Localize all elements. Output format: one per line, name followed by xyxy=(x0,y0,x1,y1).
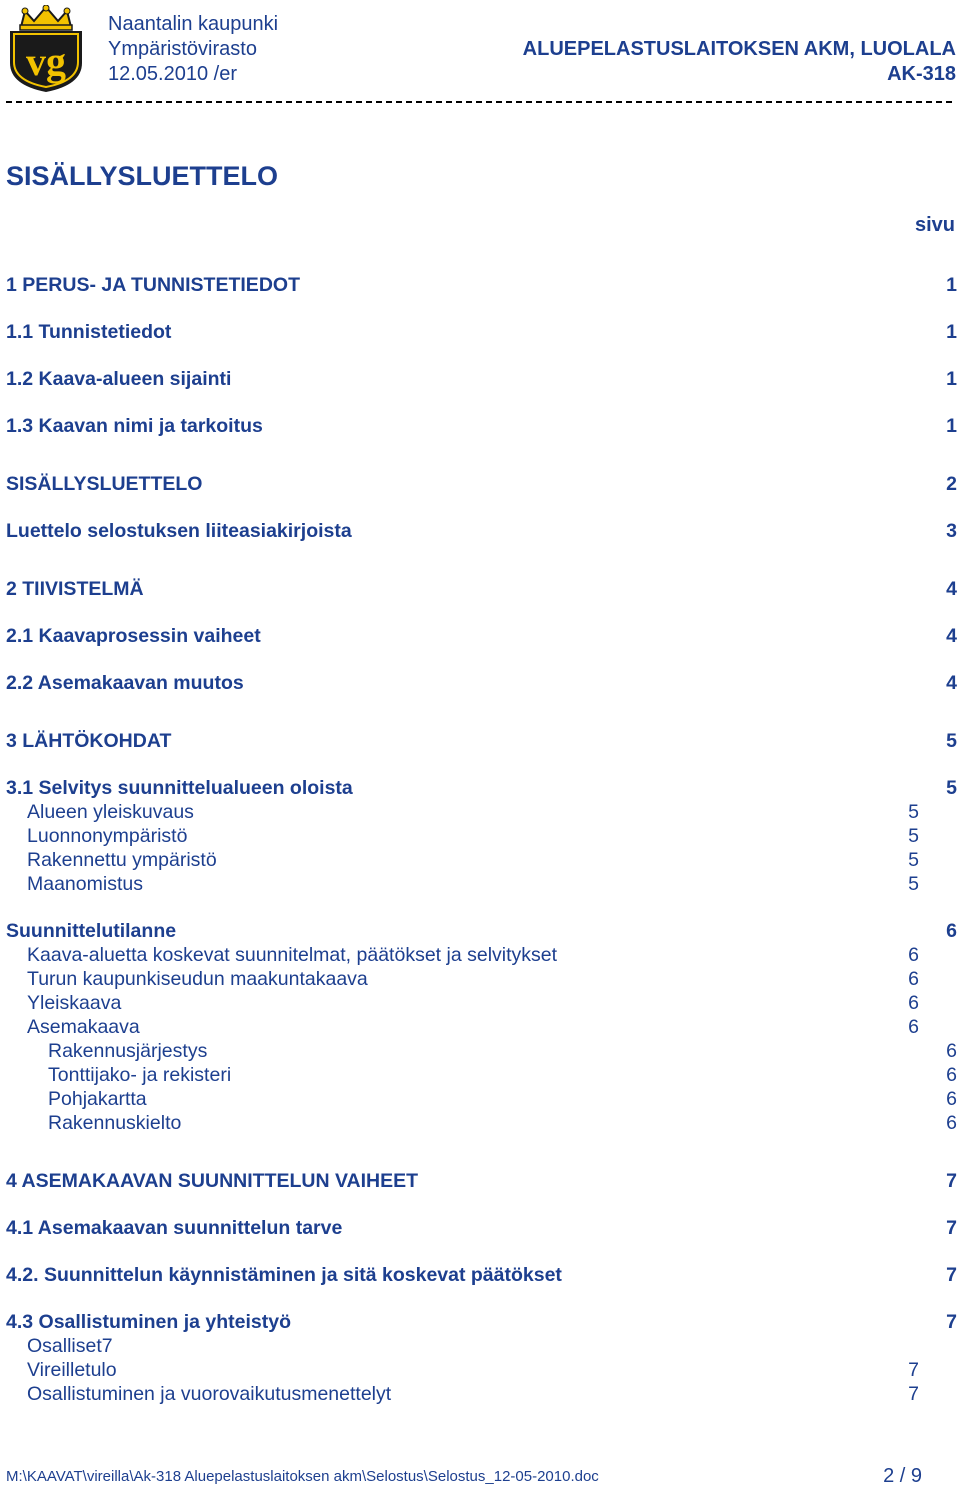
toc-entry[interactable] xyxy=(27,1015,919,1039)
toc-page: 5 xyxy=(946,777,957,799)
toc-entry[interactable] xyxy=(48,1087,957,1111)
toc-entry[interactable] xyxy=(27,967,919,991)
toc-page: 6 xyxy=(908,1016,919,1038)
toc-entry[interactable] xyxy=(48,1063,957,1087)
header-date: 12.05.2010 /er xyxy=(108,63,237,85)
toc-label: 1.2 Kaava-alueen sijainti xyxy=(6,368,232,390)
toc-entry[interactable] xyxy=(27,991,919,1015)
toc-page: 1 xyxy=(946,321,957,343)
toc-entry[interactable] xyxy=(27,943,919,967)
toc-entry[interactable] xyxy=(48,1111,957,1135)
page-title: SISÄLLYSLUETTELO xyxy=(6,161,279,191)
toc-page: 7 xyxy=(946,1311,957,1333)
toc-page: 7 xyxy=(946,1264,957,1286)
toc-page: 6 xyxy=(946,1040,957,1062)
toc-label: Pohjakartta xyxy=(48,1088,147,1110)
toc-page: 4 xyxy=(946,672,957,694)
toc-entry[interactable] xyxy=(6,1169,957,1193)
toc-entry[interactable] xyxy=(6,577,957,601)
toc-page: 6 xyxy=(946,1088,957,1110)
toc-page: 4 xyxy=(946,578,957,600)
page-column-label: sivu xyxy=(914,214,955,236)
toc-label: Tonttijako- ja rekisteri xyxy=(48,1064,232,1086)
toc-entry[interactable] xyxy=(6,1216,957,1240)
toc-label: Turun kaupunkiseudun maakuntakaava xyxy=(27,968,368,990)
toc-page: 2 xyxy=(946,473,957,495)
footer-page-number: 2 / 9 xyxy=(883,1465,922,1487)
toc-page: 5 xyxy=(908,873,919,895)
toc-label: Rakennusjärjestys xyxy=(48,1040,208,1062)
toc-entry[interactable] xyxy=(6,624,957,648)
toc-page: 6 xyxy=(908,992,919,1014)
toc-entry[interactable] xyxy=(6,1310,957,1334)
toc-entry[interactable] xyxy=(27,800,919,824)
logo-text: vg xyxy=(26,39,66,84)
toc-page: 6 xyxy=(908,944,919,966)
toc-entry[interactable] xyxy=(6,414,957,438)
toc-label: Kaava-aluetta koskevat suunnitelmat, päätökset ja selvitykset xyxy=(27,944,558,966)
toc-page: 3 xyxy=(946,520,957,542)
toc-label: 1.1 Tunnistetiedot xyxy=(6,321,172,343)
toc-label: 3.1 Selvitys suunnittelualueen oloista xyxy=(6,777,353,799)
toc-entry[interactable] xyxy=(27,824,919,848)
footer-file-path: M:\KAAVAT\vireilla\Ak-318 Aluepelastuslaitoksen akm\Selostus\Selostus_12-05-2010.doc xyxy=(6,1468,599,1485)
toc-label: 3 LÄHTÖKOHDAT xyxy=(6,730,172,752)
city-crest-logo xyxy=(7,5,85,93)
toc-label: Suunnittelutilanne xyxy=(6,920,177,942)
toc-label: 2.2 Asemakaavan muutos xyxy=(6,672,244,694)
toc-label: Rakennettu ympäristö xyxy=(27,849,217,871)
toc-label: Asemakaava xyxy=(27,1016,140,1038)
toc-label: 1 PERUS- JA TUNNISTETIEDOT xyxy=(6,274,300,296)
toc-label: 4 ASEMAKAAVAN SUUNNITTELUN VAIHEET xyxy=(6,1170,419,1192)
crest-letters-icon xyxy=(7,5,85,93)
toc-entry[interactable] xyxy=(27,1358,919,1382)
toc-page: 6 xyxy=(908,968,919,990)
toc-label: Vireilletulo xyxy=(27,1359,117,1381)
toc-label: Osalliset7 xyxy=(27,1335,113,1357)
toc-label: Luettelo selostuksen liiteasiakirjoista xyxy=(6,520,352,542)
toc-label: 1.3 Kaavan nimi ja tarkoitus xyxy=(6,415,263,437)
header-project: ALUEPELASTUSLAITOKSEN AKM, LUOLALA xyxy=(522,38,956,60)
toc-page: 7 xyxy=(946,1170,957,1192)
toc-entry[interactable] xyxy=(48,1039,957,1063)
toc-page: 1 xyxy=(946,274,957,296)
toc-page: 6 xyxy=(946,920,957,942)
toc-entry[interactable] xyxy=(6,519,957,543)
toc-label: 2 TIIVISTELMÄ xyxy=(6,578,144,600)
toc-entry[interactable] xyxy=(6,919,957,943)
toc-entry[interactable] xyxy=(6,273,957,297)
toc-label: Alueen yleiskuvaus xyxy=(27,801,194,823)
header-dept: Ympäristövirasto xyxy=(108,38,257,60)
toc-label: SISÄLLYSLUETTELO xyxy=(6,473,203,495)
toc-entry[interactable] xyxy=(27,872,919,896)
toc-entry[interactable] xyxy=(6,472,957,496)
toc-entry[interactable] xyxy=(6,729,957,753)
toc-label: Rakennuskielto xyxy=(48,1112,182,1134)
toc-label: 2.1 Kaavaprosessin vaiheet xyxy=(6,625,261,647)
header-right xyxy=(523,37,956,87)
toc-page: 4 xyxy=(946,625,957,647)
toc-label: 4.3 Osallistuminen ja yhteistyö xyxy=(6,1311,292,1333)
toc-page: 5 xyxy=(908,801,919,823)
toc-page: 6 xyxy=(946,1064,957,1086)
toc-label: 4.2. Suunnittelun käynnistäminen ja sitä koskevat päätökset xyxy=(6,1264,562,1286)
toc-page: 1 xyxy=(946,415,957,437)
toc-label: Yleiskaava xyxy=(27,992,122,1014)
header-code: AK-318 xyxy=(887,63,956,85)
toc-page: 7 xyxy=(908,1359,919,1381)
toc-page: 6 xyxy=(946,1112,957,1134)
toc-label: Luonnonympäristö xyxy=(27,825,188,847)
toc-page: 7 xyxy=(908,1383,919,1405)
toc-entry[interactable] xyxy=(6,776,957,800)
toc-page: 1 xyxy=(946,368,957,390)
header-divider xyxy=(6,101,952,103)
toc-entry[interactable] xyxy=(6,367,957,391)
toc-page: 5 xyxy=(908,825,919,847)
toc-entry[interactable] xyxy=(6,1263,957,1287)
toc-page: 5 xyxy=(946,730,957,752)
toc-entry[interactable] xyxy=(6,320,957,344)
toc-entry[interactable] xyxy=(27,1382,919,1406)
toc-label: Maanomistus xyxy=(27,873,143,895)
toc-page: 5 xyxy=(908,849,919,871)
toc-page: 7 xyxy=(946,1217,957,1239)
toc-label: 4.1 Asemakaavan suunnittelun tarve xyxy=(6,1217,343,1239)
toc-entry[interactable] xyxy=(6,671,957,695)
header-left xyxy=(108,12,278,87)
toc-entry[interactable] xyxy=(27,848,919,872)
header-org: Naantalin kaupunki xyxy=(108,13,279,35)
toc-label: Osallistuminen ja vuorovaikutusmenettelyt xyxy=(27,1383,392,1405)
